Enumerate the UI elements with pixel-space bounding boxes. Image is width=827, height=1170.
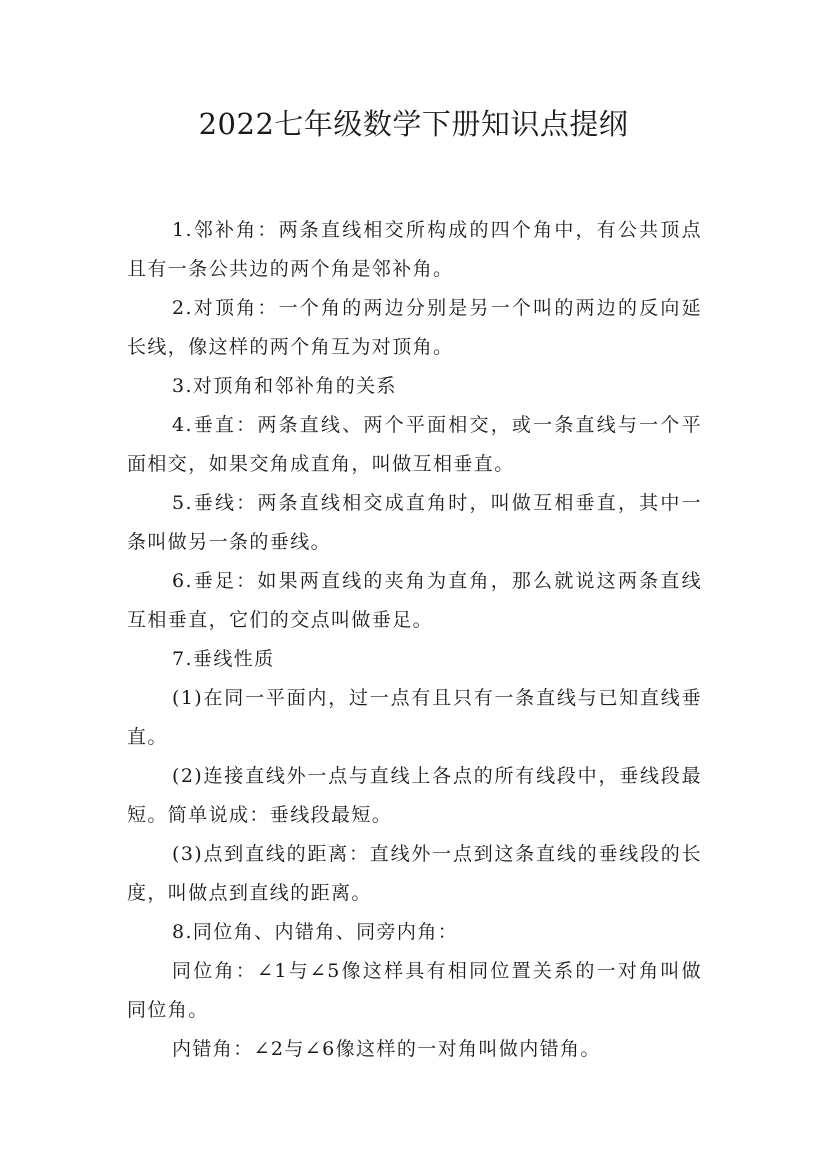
paragraph-perpendicular: 4.垂直：两条直线、两个平面相交，或一条直线与一个平面相交，如果交角成直角，叫做互相垂直。 <box>127 414 702 475</box>
paragraph-property-1: (1)在同一平面内，过一点有且只有一条直线与已知直线垂直。 <box>127 687 702 748</box>
paragraph-adjacent-supplementary-angles: 1.邻补角：两条直线相交所构成的四个角中，有公共顶点且有一条公共边的两个角是邻补角。 <box>127 219 702 280</box>
paragraph-perpendicular-properties: 7.垂线性质 <box>172 648 275 670</box>
paragraph-perpendicular-line: 5.垂线：两条直线相交成直角时，叫做互相垂直，其中一条叫做另一条的垂线。 <box>127 492 702 553</box>
paragraph-angle-relationship: 3.对顶角和邻补角的关系 <box>172 375 397 397</box>
paragraph-property-3: (3)点到直线的距离：直线外一点到这条直线的垂线段的长度，叫做点到直线的距离。 <box>127 843 702 904</box>
document-body <box>127 211 702 1069</box>
paragraph-foot-of-perpendicular: 6.垂足：如果两直线的夹角为直角，那么就说这两条直线互相垂直，它们的交点叫做垂足。 <box>127 570 702 631</box>
paragraph-property-2: (2)连接直线外一点与直线上各点的所有线段中，垂线段最短。简单说成：垂线段最短。 <box>127 765 702 826</box>
paragraph-vertical-angles: 2.对顶角：一个角的两边分别是另一个叫的两边的反向延长线，像这样的两个角互为对顶角。 <box>127 297 702 358</box>
document-title: 2022七年级数学下册知识点提纲 <box>198 107 629 141</box>
paragraph-corresponding-angles: 同位角：∠1与∠5像这样具有相同位置关系的一对角叫做同位角。 <box>127 960 702 1021</box>
paragraph-alternate-interior-angles: 内错角：∠2与∠6像这样的一对角叫做内错角。 <box>172 1038 601 1060</box>
paragraph-angle-types: 8.同位角、内错角、同旁内角： <box>172 921 459 943</box>
